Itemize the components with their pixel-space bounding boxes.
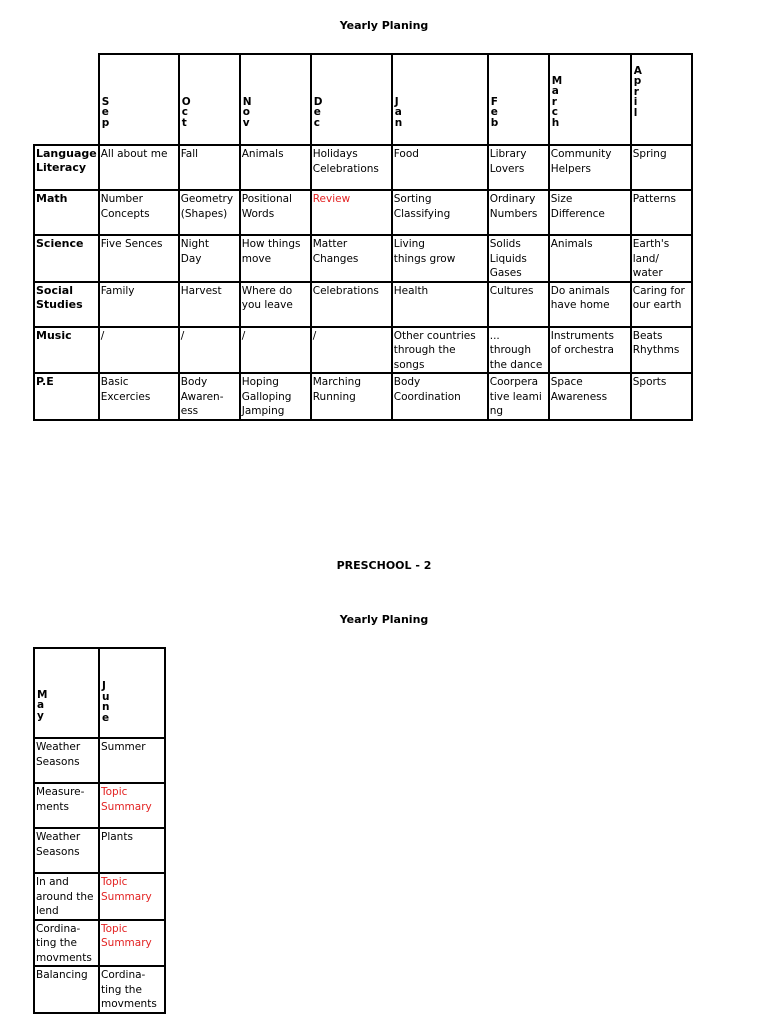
- table-row: [34, 966, 165, 1013]
- month-jan: J a n: [392, 54, 488, 145]
- cell-topic-summary-highlighted: Topic Summary: [99, 873, 165, 920]
- cell: Body Awaren- ess: [179, 373, 240, 420]
- subject-pe: P.E: [34, 373, 99, 420]
- row-language-literacy: [34, 145, 692, 190]
- cell: Do animals have home: [549, 282, 631, 327]
- cell: Earth's land/ water: [631, 235, 692, 282]
- page2-header: PRESCHOOL - 2: [336, 559, 432, 572]
- cell: Balancing: [34, 966, 99, 1013]
- cell: Positional Words: [240, 190, 311, 235]
- cell: Solids Liquids Gases: [488, 235, 549, 282]
- cell: Geometry (Shapes): [179, 190, 240, 235]
- month-may: M a y: [34, 648, 99, 738]
- cell: Animals: [549, 235, 631, 282]
- cell: Beats Rhythms: [631, 327, 692, 374]
- cell: Hoping Galloping Jamping: [240, 373, 311, 420]
- month-oct: O c t: [179, 54, 240, 145]
- cell: Coorpera tive leami ng: [488, 373, 549, 420]
- cell: Health: [392, 282, 488, 327]
- cell: /: [179, 327, 240, 374]
- cell: Cultures: [488, 282, 549, 327]
- cell: Number Concepts: [99, 190, 179, 235]
- cell: Summer: [99, 738, 165, 783]
- yearly-plan-table-continued: [33, 647, 166, 1014]
- cell: Sorting Classifying: [392, 190, 488, 235]
- cell-topic-summary-highlighted: Topic Summary: [99, 783, 165, 828]
- cell: Celebrations: [311, 282, 392, 327]
- cell: Instruments of orchestra: [549, 327, 631, 374]
- cell: Sports: [631, 373, 692, 420]
- cell: Space Awareness: [549, 373, 631, 420]
- cell: Family: [99, 282, 179, 327]
- month-sep: S e p: [99, 54, 179, 145]
- cell: /: [99, 327, 179, 374]
- month-header-row: [34, 648, 165, 738]
- cell: Size Difference: [549, 190, 631, 235]
- table-row: [34, 783, 165, 828]
- subject-science: Science: [34, 235, 99, 282]
- row-math: [34, 190, 692, 235]
- cell-topic-summary-highlighted: Topic Summary: [99, 920, 165, 967]
- cell: Food: [392, 145, 488, 190]
- month-header-row: [34, 54, 692, 145]
- cell: Harvest: [179, 282, 240, 327]
- page2-title: Yearly Planing: [339, 613, 429, 626]
- yearly-plan-table: [33, 53, 693, 421]
- cell: Community Helpers: [549, 145, 631, 190]
- row-social-studies: [34, 282, 692, 327]
- row-pe: [34, 373, 692, 420]
- cell: Body Coordination: [392, 373, 488, 420]
- month-april: A p r i l: [631, 54, 692, 145]
- month-feb: F e b: [488, 54, 549, 145]
- cell: Weather Seasons: [34, 738, 99, 783]
- cell: Spring: [631, 145, 692, 190]
- cell: Cordina- ting the movments: [34, 920, 99, 967]
- cell: Holidays Celebrations: [311, 145, 392, 190]
- cell: ... through the dance: [488, 327, 549, 374]
- table-row: [34, 828, 165, 873]
- cell: Five Sences: [99, 235, 179, 282]
- page1-title: Yearly Planing: [339, 19, 429, 32]
- cell: Night Day: [179, 235, 240, 282]
- subject-social-studies: Social Studies: [34, 282, 99, 327]
- subject-math: Math: [34, 190, 99, 235]
- table-row: [34, 920, 165, 967]
- row-science: [34, 235, 692, 282]
- cell: Basic Excercies: [99, 373, 179, 420]
- month-march: M a r c h: [549, 54, 631, 145]
- cell: Animals: [240, 145, 311, 190]
- cell: Plants: [99, 828, 165, 873]
- cell: Living things grow: [392, 235, 488, 282]
- cell: /: [311, 327, 392, 374]
- cell: All about me: [99, 145, 179, 190]
- month-dec: D e c: [311, 54, 392, 145]
- cell: Patterns: [631, 190, 692, 235]
- cell: In and around the lend: [34, 873, 99, 920]
- cell: Matter Changes: [311, 235, 392, 282]
- cell: Caring for our earth: [631, 282, 692, 327]
- month-nov: N o v: [240, 54, 311, 145]
- cell: Cordina- ting the movments: [99, 966, 165, 1013]
- row-music: [34, 327, 692, 374]
- table-row: [34, 738, 165, 783]
- cell: How things move: [240, 235, 311, 282]
- table-row: [34, 873, 165, 920]
- cell: Marching Running: [311, 373, 392, 420]
- cell-review-highlighted: Review: [311, 190, 392, 235]
- cell: Other countries through the songs: [392, 327, 488, 374]
- month-june: J u n e: [99, 648, 165, 738]
- corner-cell: [34, 54, 99, 145]
- cell: Weather Seasons: [34, 828, 99, 873]
- subject-music: Music: [34, 327, 99, 374]
- cell: Measure- ments: [34, 783, 99, 828]
- cell: Where do you leave: [240, 282, 311, 327]
- subject-language-literacy: Language Literacy: [34, 145, 99, 190]
- cell: Ordinary Numbers: [488, 190, 549, 235]
- cell: Library Lovers: [488, 145, 549, 190]
- cell: Fall: [179, 145, 240, 190]
- cell: /: [240, 327, 311, 374]
